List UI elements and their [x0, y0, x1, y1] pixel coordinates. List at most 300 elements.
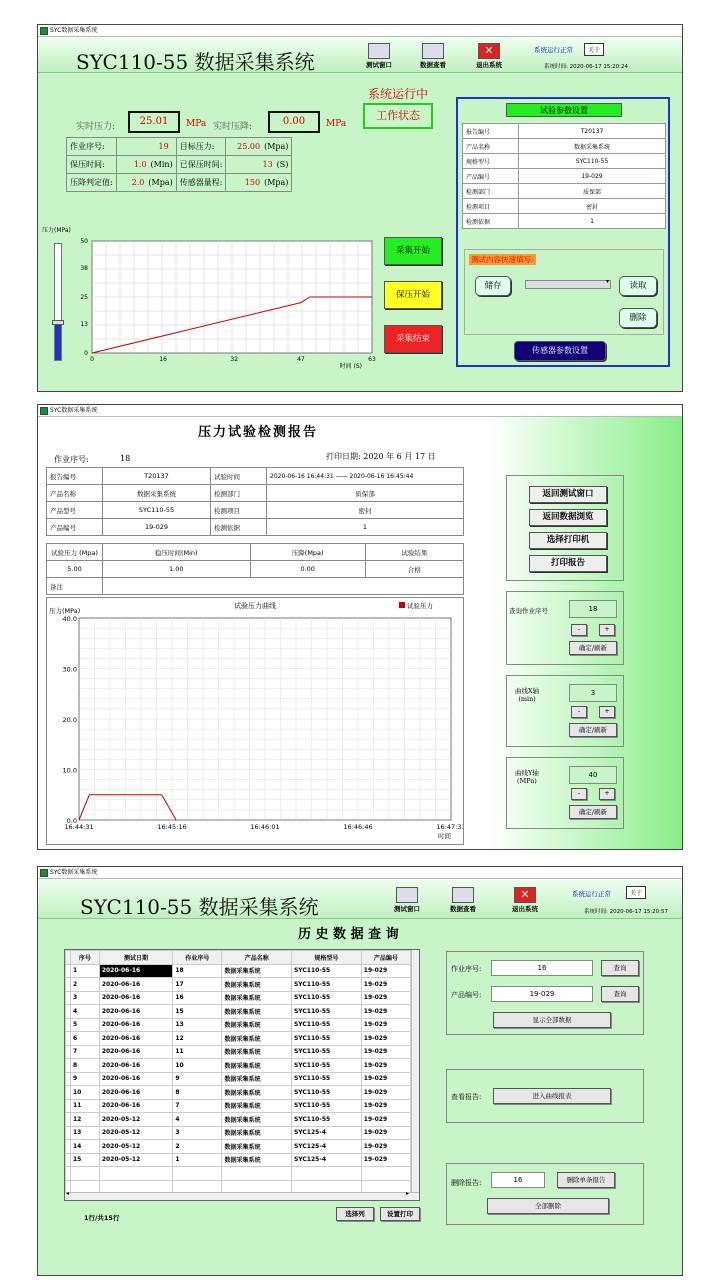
empty-cell — [291, 1167, 361, 1181]
chart1-ytick: 0 — [84, 350, 88, 357]
table-cell[interactable]: 2020-06-16 — [99, 1045, 173, 1059]
history-table — [65, 950, 411, 1201]
scroll-left-icon[interactable]: ◂ — [66, 1190, 70, 1197]
table-cell[interactable]: 数据采集系统 — [222, 1018, 291, 1032]
app-icon — [40, 407, 48, 415]
table-cell[interactable]: 数据采集系统 — [222, 1005, 291, 1019]
pressure-drop-unit: MPa — [326, 119, 347, 129]
history-grid — [64, 949, 420, 1201]
table-cell[interactable]: 7 — [71, 1045, 100, 1059]
job-label: 作业序号: — [451, 965, 482, 973]
table-cell[interactable]: 2020-06-16 — [99, 1099, 173, 1113]
exit-icon: ✕ — [478, 43, 500, 59]
chart2-ytick: 30.0 — [62, 665, 77, 674]
result-header: 试验结果 — [365, 544, 463, 561]
sensor-params-button[interactable]: 传感器参数设置 — [514, 341, 606, 361]
pressure-slider[interactable] — [54, 243, 62, 361]
table-cell[interactable]: SYC110-55 — [291, 1086, 361, 1100]
chart2-legend-label: 试验压力 — [407, 602, 433, 610]
param-label: 已保压时间: — [176, 156, 226, 174]
table-cell[interactable]: 13 — [173, 1018, 222, 1032]
table-cell[interactable]: SYC110-55 — [291, 1059, 361, 1073]
table-cell[interactable]: 16 — [173, 991, 222, 1005]
params-row — [463, 199, 666, 214]
param-value — [116, 156, 176, 174]
table-cell[interactable]: 19-029 — [361, 1045, 410, 1059]
table-row[interactable] — [66, 1113, 411, 1127]
quick-fill-label: 测试内容快速填写: — [471, 255, 534, 264]
chart2-ytick: 10.0 — [62, 766, 77, 775]
chart1-ytick: 50 — [80, 238, 88, 245]
empty-cell — [71, 1167, 100, 1181]
y-axis-confirm[interactable]: 确定/刷新 — [569, 805, 617, 819]
param-unit: (Min) — [150, 160, 173, 169]
enter-curve-report-button[interactable]: 进入曲线报表 — [493, 1088, 611, 1104]
table-cell[interactable]: 9 — [71, 1072, 100, 1086]
table-cell[interactable]: 数据采集系统 — [222, 1045, 291, 1059]
delete-one-button[interactable]: 删除单条报告 — [557, 1172, 615, 1188]
table-cell[interactable]: 19-029 — [361, 991, 410, 1005]
table-cell[interactable]: 数据采集系统 — [222, 1099, 291, 1113]
delete-all-button[interactable]: 全部删除 — [487, 1198, 609, 1214]
pressure-drop-label: 实时压降: — [213, 122, 253, 132]
y-axis-label: 曲线Y轴 (MPa) — [515, 769, 539, 785]
delete-input[interactable]: 16 — [491, 1172, 545, 1188]
params-table — [462, 123, 666, 229]
table-cell[interactable]: 2020-06-16 — [99, 1018, 173, 1032]
table-row[interactable] — [66, 1018, 411, 1032]
table-cell[interactable]: 8 — [173, 1086, 222, 1100]
select-columns-button[interactable]: 选择列 — [336, 1207, 374, 1221]
x-axis-input[interactable]: 3 — [569, 684, 617, 702]
table-cell[interactable]: 11 — [71, 1099, 100, 1113]
table-row[interactable] — [66, 964, 411, 978]
chart1-xlabel: 时间 (S) — [339, 363, 362, 370]
table-cell[interactable]: SYC110-55 — [291, 1099, 361, 1113]
empty-cell — [173, 1167, 222, 1181]
table-cell[interactable]: 15 — [71, 1153, 100, 1167]
test-window — [37, 24, 683, 392]
table-cell[interactable]: 19-029 — [361, 1086, 410, 1100]
table-cell[interactable]: 6 — [71, 1032, 100, 1046]
label-product-name: 产品名称 — [47, 485, 103, 502]
table-cell[interactable]: SYC110-55 — [291, 1113, 361, 1127]
table-row[interactable] — [66, 1126, 411, 1140]
slider-thumb[interactable] — [52, 320, 64, 325]
app-icon — [40, 27, 48, 35]
table-row[interactable] — [66, 1140, 411, 1154]
chart1-xtick: 47 — [297, 356, 305, 363]
query-job-input[interactable]: 18 — [569, 600, 617, 618]
back-data-view-button[interactable]: 返回数据浏览 — [529, 509, 607, 526]
job-input[interactable]: 16 — [491, 960, 593, 976]
table-cell[interactable]: 19-029 — [361, 964, 410, 978]
test-window-icon — [396, 887, 418, 903]
empty-cell — [222, 1167, 291, 1181]
table-row[interactable] — [66, 978, 411, 992]
back-test-window-button[interactable]: 返回测试窗口 — [529, 486, 607, 503]
exit-button[interactable]: ✕ 退出系统 — [512, 888, 538, 913]
param-value — [116, 174, 176, 192]
table-row[interactable] — [66, 1099, 411, 1113]
table-cell[interactable]: 数据采集系统 — [222, 964, 291, 978]
table-cell[interactable]: SYC110-55 — [291, 1045, 361, 1059]
label-product-no: 产品编号 — [47, 519, 103, 536]
report-table — [46, 467, 464, 536]
vertical-scrollbar[interactable] — [411, 950, 419, 1200]
table-cell[interactable]: 2020-06-16 — [99, 1059, 173, 1073]
value-item: 密封 — [267, 502, 464, 519]
table-cell[interactable]: 19-029 — [361, 1099, 410, 1113]
table-cell[interactable]: SYC110-55 — [291, 978, 361, 992]
param-unit: (Mpa) — [264, 178, 289, 187]
result-value: 1.00 — [103, 561, 251, 578]
x-axis-confirm[interactable]: 确定/刷新 — [569, 723, 617, 737]
value-report-no: T20137 — [103, 468, 211, 485]
table-cell[interactable]: 19-029 — [361, 1113, 410, 1127]
table-cell[interactable]: 2020-06-16 — [99, 991, 173, 1005]
table-cell[interactable]: 11 — [173, 1045, 222, 1059]
column-header[interactable]: 产品编号 — [361, 951, 410, 965]
chart1-ylabel: 压力(MPa) — [42, 227, 71, 234]
params-key: 检测项目 — [463, 199, 519, 214]
chart2-xtick: 16:44:31 — [64, 823, 94, 831]
table-cell[interactable]: SYC110-55 — [291, 964, 361, 978]
params-key: 产品编号 — [463, 169, 519, 184]
table-cell[interactable]: 19-029 — [361, 1018, 410, 1032]
param-value-num: 13 — [262, 160, 273, 169]
result-value: 0.00 — [250, 561, 365, 578]
table-cell[interactable]: 2020-06-16 — [99, 964, 173, 978]
table-cell[interactable]: SYC125-4 — [291, 1153, 361, 1167]
param-value — [226, 174, 292, 192]
table-cell[interactable]: 2020-06-16 — [99, 1072, 173, 1086]
table-cell[interactable]: 4 — [173, 1113, 222, 1127]
params-value[interactable]: 1 — [519, 214, 666, 229]
table-cell[interactable]: 数据采集系统 — [222, 1072, 291, 1086]
select-printer-button[interactable]: 选择打印机 — [529, 532, 607, 549]
empty-cell — [99, 1167, 173, 1181]
y-axis-input[interactable]: 40 — [569, 766, 617, 784]
save-button[interactable]: 储存 — [475, 276, 511, 296]
params-value[interactable]: 19-029 — [519, 169, 666, 184]
table-cell[interactable]: 2 — [71, 978, 100, 992]
table-cell[interactable]: SYC110-55 — [291, 1032, 361, 1046]
x-axis-panel — [506, 675, 624, 747]
table-cell[interactable]: 数据采集系统 — [222, 1126, 291, 1140]
work-state-box: 工作状态 — [363, 103, 433, 129]
table-cell[interactable]: 8 — [71, 1059, 100, 1073]
table-row[interactable] — [66, 991, 411, 1005]
param-value — [226, 138, 292, 156]
exit-button[interactable]: ✕ 退出系统 — [476, 44, 502, 69]
x-axis-plus[interactable]: + — [599, 706, 615, 718]
param-unit: (Mpa) — [148, 178, 173, 187]
prod-label: 产品编号: — [451, 991, 482, 999]
param-unit: (Mpa) — [264, 142, 289, 151]
app-title: SYC110-55 数据采集系统 — [80, 895, 319, 919]
status-text: 系统运行正常 — [534, 46, 573, 54]
table-cell[interactable]: 2020-05-12 — [99, 1140, 173, 1154]
table-cell[interactable]: 19-029 — [361, 1059, 410, 1073]
chart2-xtick: 16:45:16 — [157, 823, 187, 831]
exit-icon: ✕ — [514, 887, 536, 903]
window-titlebar: SYC数据采集系统 — [38, 25, 682, 37]
empty-row — [66, 1167, 411, 1181]
param-value-num: 1.0 — [133, 160, 147, 169]
table-cell[interactable]: 数据采集系统 — [222, 991, 291, 1005]
report-title: 压力试验检测报告 — [198, 425, 319, 440]
print-settings-button[interactable]: 设置打印 — [380, 1207, 420, 1221]
column-header[interactable]: 测试日期 — [99, 951, 173, 965]
value-test-time: 2020-06-16 16:44:31 —— 2020-06-16 16:45:44 — [267, 468, 464, 485]
table-cell[interactable]: 5 — [71, 1018, 100, 1032]
table-row[interactable] — [66, 1059, 411, 1073]
table-cell[interactable]: 1 — [71, 964, 100, 978]
chart2-ylabel: 压力(MPa) — [49, 607, 81, 615]
end-collect-button[interactable]: 采集结束 — [384, 325, 442, 353]
chart1-ytick: 38 — [80, 264, 88, 272]
window-titlebar: SYC数据采集系统 — [38, 867, 682, 879]
chart2-ytick: 0.0 — [66, 817, 77, 825]
label-dept: 检测部门 — [211, 485, 267, 502]
label-item: 检测项目 — [211, 502, 267, 519]
value-product-name: 数据采集系统 — [103, 485, 211, 502]
print-date: 打印日期: 2020 年 6 月 17 日 — [326, 452, 436, 461]
param-label: 作业序号: — [67, 138, 117, 156]
table-cell[interactable]: 数据采集系统 — [222, 1086, 291, 1100]
table-row[interactable] — [66, 1072, 411, 1086]
params-row — [463, 124, 666, 139]
start-collect-button[interactable]: 采集开始 — [384, 237, 442, 265]
query-job-minus[interactable]: - — [571, 624, 587, 636]
table-cell[interactable]: 15 — [173, 1005, 222, 1019]
app-icon — [40, 869, 48, 877]
column-header[interactable]: 产品名称 — [222, 951, 291, 965]
test-window-button[interactable]: 测试窗口 — [358, 43, 400, 69]
table-cell[interactable]: 2020-05-12 — [99, 1126, 173, 1140]
status-text: 系统运行正常 — [572, 890, 611, 898]
table-row[interactable] — [66, 1032, 411, 1046]
param-row — [67, 174, 292, 192]
remark-label: 备注 — [47, 578, 103, 595]
table-cell[interactable]: 数据采集系统 — [222, 1059, 291, 1073]
table-cell[interactable]: 19-029 — [361, 1153, 410, 1167]
pressure-drop-value: 0.00 — [268, 111, 320, 133]
params-value[interactable]: 质保部 — [519, 184, 666, 199]
column-header[interactable]: 规格型号 — [291, 951, 361, 965]
data-view-icon — [422, 43, 444, 59]
query-job-label: 查询作业序号 — [509, 607, 548, 615]
table-row[interactable] — [66, 1153, 411, 1167]
running-status: 系统运行中 — [368, 87, 429, 101]
query-panel — [446, 951, 644, 1035]
chart2-xtick: 16:47:31 — [436, 823, 463, 831]
query-job-panel — [506, 591, 624, 665]
scroll-right-icon[interactable]: ▸ — [405, 1190, 409, 1197]
chart1-xtick: 63 — [368, 356, 376, 363]
quick-fill-select[interactable] — [525, 280, 611, 289]
y-axis-panel — [506, 757, 624, 829]
table-cell[interactable]: 10 — [71, 1086, 100, 1100]
table-cell[interactable]: SYC110-55 — [291, 1005, 361, 1019]
report-label: 查看报告: — [451, 1093, 482, 1101]
table-row[interactable] — [66, 1005, 411, 1019]
hold-pressure-button[interactable]: 保压开始 — [384, 281, 442, 309]
table-cell[interactable]: 数据采集系统 — [222, 1113, 291, 1127]
params-value[interactable]: SYC110-55 — [519, 154, 666, 169]
params-row — [463, 214, 666, 229]
chart2-xtick: 16:46:46 — [343, 823, 373, 831]
chart2-xtick: 16:46:01 — [250, 823, 280, 831]
table-cell[interactable]: 12 — [173, 1032, 222, 1046]
job-value: 18 — [120, 454, 131, 463]
chart1-ytick: 13 — [80, 320, 88, 328]
result-value: 合格 — [365, 561, 463, 578]
about-button[interactable]: 关于 — [626, 886, 646, 899]
table-cell[interactable]: 19-029 — [361, 1005, 410, 1019]
params-title: 试验参数设置 — [506, 103, 622, 117]
chart2-ytick: 40.0 — [62, 615, 77, 623]
table-cell[interactable]: 4 — [71, 1005, 100, 1019]
params-row — [463, 184, 666, 199]
value-dept: 质保部 — [267, 485, 464, 502]
job-label: 作业序号: — [54, 455, 89, 464]
result-header: 稳压时间(Min) — [103, 544, 251, 561]
table-cell[interactable]: 2020-06-16 — [99, 978, 173, 992]
report-chart-frame — [46, 597, 464, 845]
chart2-xlabel: 时间 — [438, 832, 451, 840]
param-value — [116, 138, 176, 156]
column-header[interactable]: 序号 — [71, 951, 100, 965]
test-window-icon — [368, 43, 390, 59]
x-axis-minus[interactable]: - — [571, 706, 587, 718]
table-cell[interactable]: 3 — [71, 991, 100, 1005]
params-value[interactable]: 密封 — [519, 199, 666, 214]
table-cell[interactable]: 18 — [173, 964, 222, 978]
param-value — [226, 156, 292, 174]
table-cell[interactable]: 2020-06-16 — [99, 1086, 173, 1100]
print-report-button[interactable]: 打印报告 — [529, 555, 607, 572]
table-cell[interactable]: 2020-05-12 — [99, 1113, 173, 1127]
query-job-plus[interactable]: + — [599, 624, 615, 636]
table-cell[interactable]: 2 — [173, 1140, 222, 1154]
data-view-button[interactable]: 数据查看 — [442, 887, 484, 913]
app-title: SYC110-55 数据采集系统 — [76, 50, 315, 74]
realtime-pressure-chart — [68, 235, 378, 375]
label-report-no: 报告编号 — [47, 468, 103, 485]
label-basis: 检测依据 — [211, 519, 267, 536]
delete-label: 删除报告: — [451, 1179, 482, 1187]
prod-input[interactable]: 19-029 — [491, 986, 593, 1002]
params-key: 检测依据 — [463, 214, 519, 229]
value-product-no: 19-029 — [103, 519, 211, 536]
chart1-xtick: 32 — [230, 356, 239, 363]
show-all-button[interactable]: 显示全部数据 — [493, 1012, 611, 1028]
query-job-confirm[interactable]: 确定/刷新 — [569, 641, 617, 655]
about-button[interactable]: 关于 — [584, 43, 604, 56]
params-key: 产品名称 — [463, 139, 519, 154]
read-button[interactable]: 读取 — [619, 276, 657, 296]
table-cell[interactable]: 14 — [71, 1140, 100, 1154]
table-cell[interactable]: SYC125-4 — [291, 1126, 361, 1140]
y-axis-plus[interactable]: + — [599, 788, 615, 800]
job-query-button[interactable]: 查询 — [601, 960, 639, 976]
value-basis: 1 — [267, 519, 464, 536]
table-cell[interactable]: 7 — [173, 1099, 222, 1113]
table-cell[interactable]: 19-029 — [361, 1032, 410, 1046]
table-cell[interactable]: 2020-05-12 — [99, 1153, 173, 1167]
param-label: 保压时间: — [67, 156, 117, 174]
table-cell[interactable]: 17 — [173, 978, 222, 992]
table-cell[interactable]: 数据采集系统 — [222, 1032, 291, 1046]
params-row — [463, 169, 666, 184]
table-cell[interactable]: 19-029 — [361, 1140, 410, 1154]
table-cell[interactable]: SYC110-55 — [291, 1072, 361, 1086]
params-value[interactable]: T20137 — [519, 124, 666, 139]
table-row[interactable] — [66, 1086, 411, 1100]
table-cell[interactable]: SYC110-55 — [291, 1018, 361, 1032]
param-value-num: 19 — [158, 142, 169, 151]
table-cell[interactable]: SYC110-55 — [291, 991, 361, 1005]
table-cell[interactable]: 数据采集系统 — [222, 1140, 291, 1154]
delete-button[interactable]: 删除 — [619, 308, 657, 328]
table-cell[interactable]: 数据采集系统 — [222, 978, 291, 992]
table-cell[interactable]: 1 — [173, 1153, 222, 1167]
result-value: 5.00 — [47, 561, 103, 578]
params-value[interactable]: 数据采集系统 — [519, 139, 666, 154]
column-header[interactable]: 作业序号 — [173, 951, 222, 965]
realtime-pressure-value: 25.01 — [128, 111, 180, 133]
test-window-button[interactable]: 测试窗口 — [386, 887, 428, 913]
horizontal-scrollbar[interactable] — [65, 1192, 419, 1200]
params-row — [463, 154, 666, 169]
table-cell[interactable]: 9 — [173, 1072, 222, 1086]
table-cell[interactable]: 2020-06-16 — [99, 1005, 173, 1019]
realtime-pressure-label: 实时压力: — [76, 122, 116, 132]
table-cell[interactable]: 19-029 — [361, 1072, 410, 1086]
params-row — [463, 139, 666, 154]
table-cell[interactable]: 2020-06-16 — [99, 1032, 173, 1046]
system-time: 系统时间: 2020-06-17 15:20:24 — [544, 64, 629, 70]
params-key: 检测部门 — [463, 184, 519, 199]
empty-cell — [361, 1167, 410, 1181]
param-label: 传感器量程: — [176, 174, 226, 192]
table-cell[interactable]: 10 — [173, 1059, 222, 1073]
table-cell[interactable]: 3 — [173, 1126, 222, 1140]
table-cell[interactable]: 19-029 — [361, 1126, 410, 1140]
process-params-table — [66, 137, 292, 192]
data-view-icon — [452, 887, 474, 903]
report-window — [37, 404, 683, 850]
table-cell[interactable]: SYC125-4 — [291, 1140, 361, 1154]
chart1-xtick: 0 — [90, 356, 94, 363]
table-cell[interactable]: 数据采集系统 — [222, 1153, 291, 1167]
y-axis-minus[interactable]: - — [571, 788, 587, 800]
table-cell[interactable]: 13 — [71, 1126, 100, 1140]
table-row[interactable] — [66, 1045, 411, 1059]
param-label: 目标压力: — [176, 138, 226, 156]
chart2-ytick: 20.0 — [62, 716, 77, 724]
chevron-down-icon: ▾ — [605, 278, 609, 285]
x-axis-label: 曲线X轴 (min) — [515, 687, 540, 703]
data-view-button[interactable]: 数据查看 — [412, 43, 454, 69]
table-cell[interactable]: 19-029 — [361, 978, 410, 992]
params-key: 规格型号 — [463, 154, 519, 169]
prod-query-button[interactable]: 查询 — [601, 986, 639, 1002]
table-cell[interactable]: 12 — [71, 1113, 100, 1127]
quick-fill-panel — [464, 249, 664, 335]
